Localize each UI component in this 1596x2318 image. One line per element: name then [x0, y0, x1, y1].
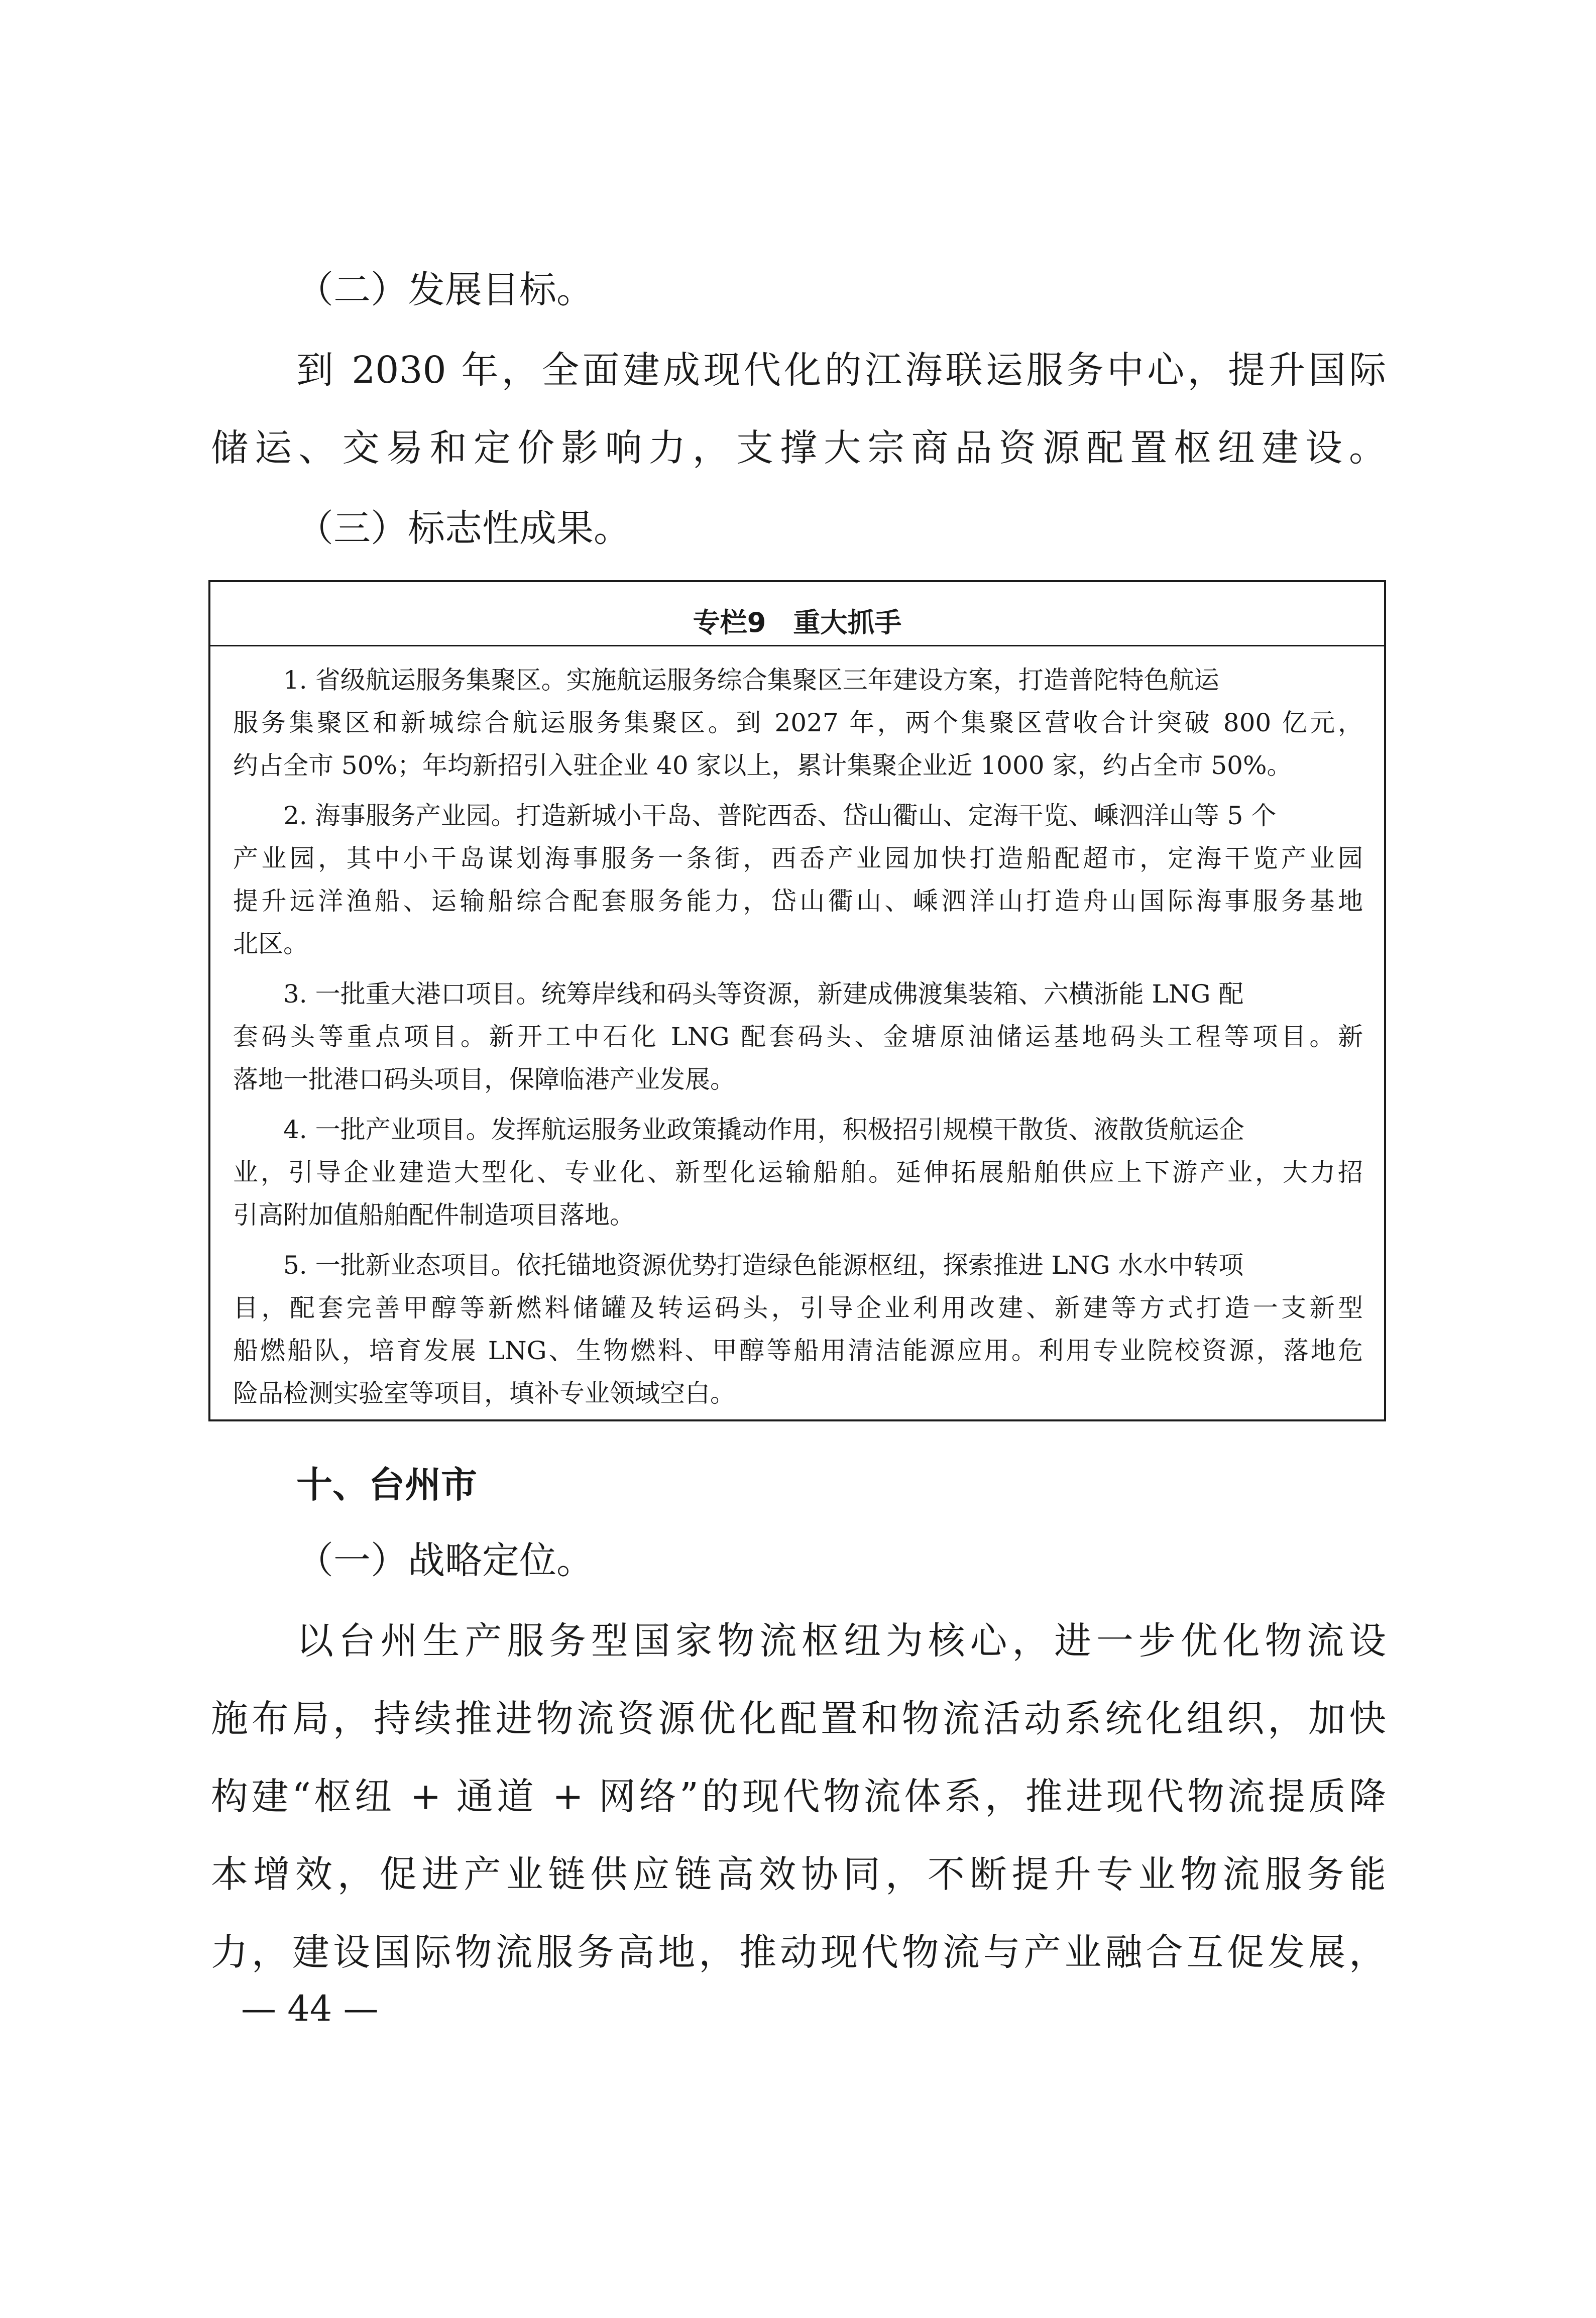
goal-line-1: 到 2030 年，全面建成现代化的江海联运服务中心，提升国际: [296, 349, 1386, 392]
box-item-1-line-2: 服务集聚区和新城综合航运服务集聚区。到 2027 年，两个集聚区营收合计突破 800 亿元，: [233, 708, 1363, 737]
box-item-3-line-3: 落地一批港口码头项目，保障临港产业发展。: [233, 1065, 735, 1094]
positioning-line-5: 力，建设国际物流服务高地，推动现代物流与产业融合互促发展，: [211, 1931, 1386, 1974]
box-title-row: [210, 582, 1384, 646]
positioning-line-4: 本增效，促进产业链供应链高效协同，不断提升专业物流服务能: [211, 1853, 1386, 1896]
box-item-2-line-4: 北区。: [233, 929, 308, 958]
positioning-line-1: 以台州生产服务型国家物流枢纽为核心，进一步优化物流设: [296, 1619, 1386, 1663]
box-item-3-line-2: 套码头等重点项目。新开工中石化 LNG 配套码头、金塘原油储运基地码头工程等项目。新: [233, 1022, 1363, 1051]
section-1-heading: （一）战略定位。: [296, 1539, 594, 1582]
box-item-2-line-1: 2. 海事服务产业园。打造新城小干岛、普陀西岙、岱山衢山、定海干览、嵊泗洋山等 5 个: [283, 801, 1277, 830]
positioning-line-3: 构建“枢纽 + 通道 + 网络”的现代物流体系，推进现代物流提质降: [211, 1775, 1386, 1818]
box-item-1-line-1: 1. 省级航运服务集聚区。实施航运服务综合集聚区三年建设方案，打造普陀特色航运: [283, 666, 1219, 695]
box-title: 专栏9 重大抓手: [693, 607, 902, 638]
positioning-line-2: 施布局，持续推进物流资源优化配置和物流活动系统化组织，加快: [211, 1697, 1386, 1740]
section-3-heading: （三）标志性成果。: [296, 507, 631, 550]
section-2-heading: （二）发展目标。: [296, 268, 594, 311]
box-item-3-line-1: 3. 一批重大港口项目。统筹岸线和码头等资源，新建成佛渡集装箱、六横浙能 LNG 配: [283, 979, 1244, 1009]
box-item-5-line-1: 5. 一批新业态项目。依托锚地资源优势打造绿色能源枢纽，探索推进 LNG 水水中转项: [283, 1251, 1244, 1280]
box-item-4-line-3: 引高附加值船舶配件制造项目落地。: [233, 1200, 635, 1230]
box-item-5-line-3: 船燃船队，培育发展 LNG、生物燃料、甲醇等船用清洁能源应用。利用专业院校资源，落地危: [233, 1336, 1363, 1365]
box-item-5-line-2: 目，配套完善甲醇等新燃料储罐及转运码头，引导企业利用改建、新建等方式打造一支新型: [233, 1293, 1363, 1322]
feature-box: [208, 580, 1386, 1421]
box-item-1-line-3: 约占全市 50%；年均新招引入驻企业 40 家以上，累计集聚企业近 1000 家，约占全市 50%。: [233, 751, 1292, 780]
page-number: — 44 —: [241, 1988, 379, 2029]
box-item-4-line-2: 业，引导企业建造大型化、专业化、新型化运输船舶。延伸拓展船舶供应上下游产业，大力招: [233, 1158, 1363, 1187]
box-item-5-line-4: 险品检测实验室等项目，填补专业领域空白。: [233, 1379, 735, 1408]
box-item-2-line-3: 提升远洋渔船、运输船综合配套服务能力，岱山衢山、嵊泗洋山打造舟山国际海事服务基地: [233, 887, 1363, 916]
box-item-2-line-2: 产业园，其中小干岛谋划海事服务一条街，西岙产业园加快打造船配超市，定海干览产业园: [233, 844, 1363, 873]
box-item-4-line-1: 4. 一批产业项目。发挥航运服务业政策撬动作用，积极招引规模干散货、液散货航运企: [283, 1115, 1244, 1144]
goal-line-2: 储运、交易和定价影响力，支撑大宗商品资源配置枢纽建设。: [211, 426, 1386, 470]
chapter-10-heading: 十、台州市: [296, 1464, 478, 1506]
